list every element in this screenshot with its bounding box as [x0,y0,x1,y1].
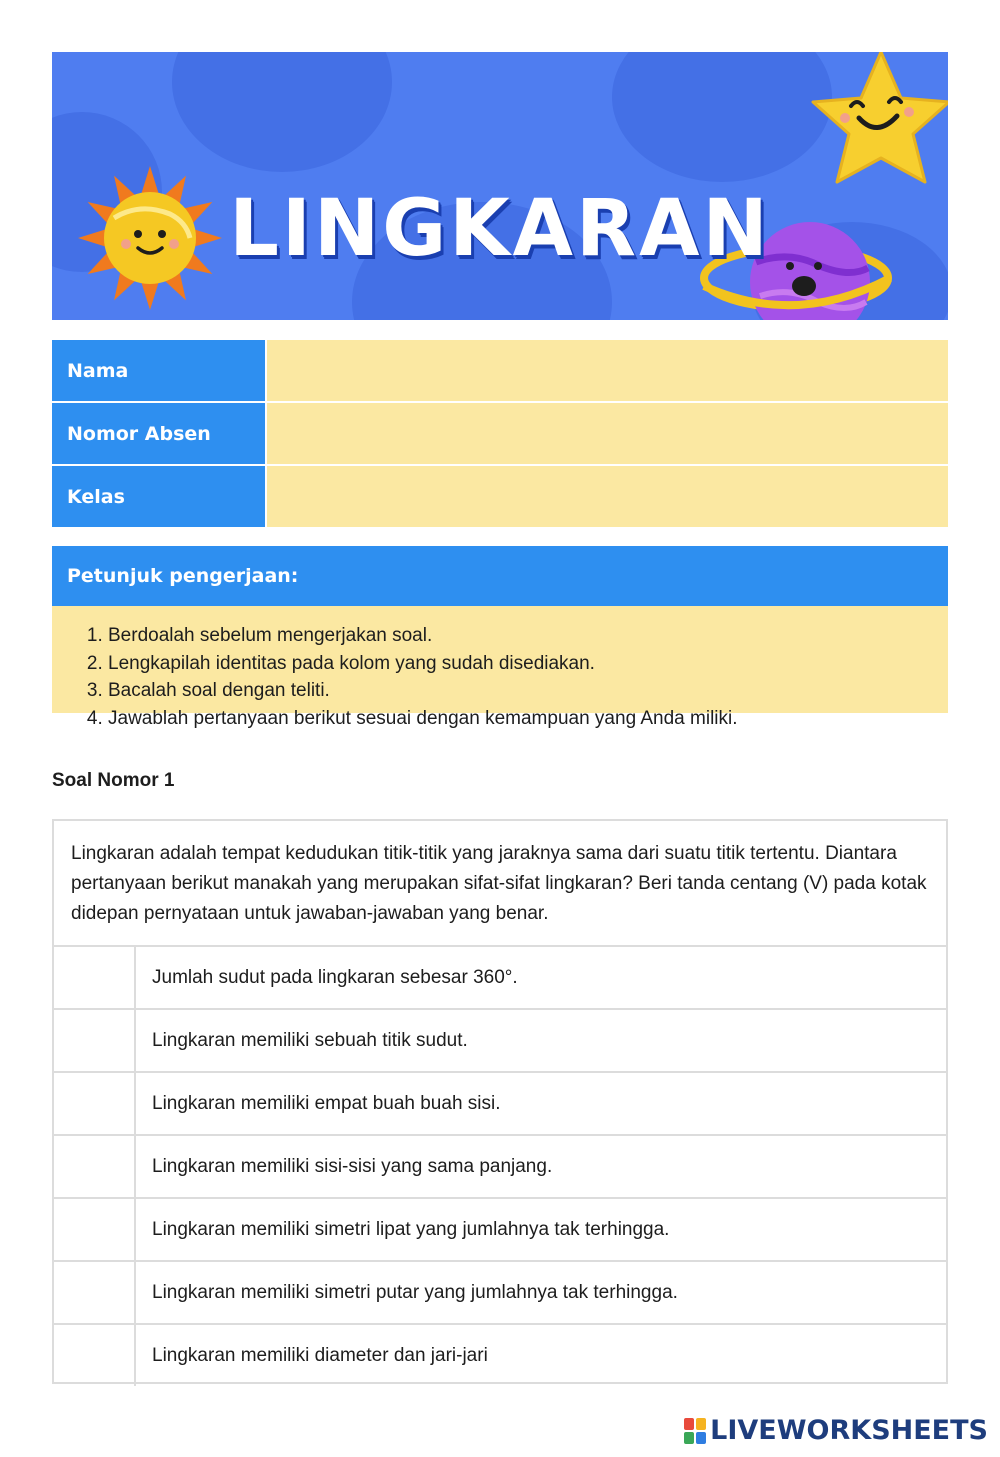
logo-text: LIVEWORKSHEETS [710,1415,988,1446]
identity-table [52,340,948,529]
option-row [54,1008,946,1071]
option-checkbox[interactable] [54,1136,136,1197]
identity-row-name [52,340,948,401]
option-checkbox[interactable] [54,1010,136,1071]
identity-row-absen [52,403,948,464]
option-checkbox[interactable] [54,1262,136,1323]
header-banner [52,52,948,320]
option-checkbox[interactable] [54,947,136,1008]
background-shape [172,52,392,172]
option-text: Jumlah sudut pada lingkaran sebesar 360°. [152,966,518,988]
name-field[interactable] [267,340,948,401]
option-checkbox[interactable] [54,1325,136,1386]
instructions-body [52,606,948,729]
liveworksheets-logo-icon [684,1418,706,1444]
absen-label: Nomor Absen [52,403,265,464]
question-text: Lingkaran adalah tempat kedudukan titik-titik yang jaraknya sama dari suatu titik tertentu. Diantara pertanyaan berikut manakah yang merupakan sifat-sifat lingkaran? Beri tanda centang (V) pada kotak didepan pernyataan untuk jawaban-jawaban yang benar. [71,843,927,924]
option-text: Lingkaran memiliki sebuah titik sudut. [152,1029,468,1051]
instruction-item: 4. Jawablah pertanyaan berikut sesuai dengan kemampuan yang Anda miliki. [108,705,928,733]
option-text: Lingkaran memiliki simetri lipat yang jumlahnya tak terhingga. [152,1218,670,1240]
instructions-heading: Petunjuk pengerjaan: [52,546,948,606]
option-text: Lingkaran memiliki diameter dan jari-jari [152,1344,488,1366]
kelas-field[interactable] [267,466,948,527]
option-row [54,1134,946,1197]
name-label: Nama [52,340,265,401]
instruction-item: 2. Lengkapilah identitas pada kolom yang sudah disediakan. [108,650,928,678]
option-checkbox[interactable] [54,1073,136,1134]
instructions-panel [52,546,948,729]
instruction-item: 1. Berdoalah sebelum mengerjakan soal. [108,622,928,650]
instruction-item: 3. Bacalah soal dengan teliti. [108,677,928,705]
option-text: Lingkaran memiliki simetri putar yang jumlahnya tak terhingga. [152,1281,678,1303]
question-box [52,819,948,1384]
page-title: LINGKARAN [229,184,771,274]
identity-row-kelas [52,466,948,527]
option-row [54,1071,946,1134]
kelas-label: Kelas [52,466,265,527]
liveworksheets-logo[interactable] [684,1415,988,1446]
question-title: Soal Nomor 1 [52,770,175,791]
option-row [54,1323,946,1386]
instructions-list [76,622,928,732]
star-icon [797,52,948,196]
option-checkbox[interactable] [54,1199,136,1260]
absen-field[interactable] [267,403,948,464]
option-text: Lingkaran memiliki empat buah buah sisi. [152,1092,501,1114]
option-row [54,945,946,1008]
option-row [54,1197,946,1260]
option-text: Lingkaran memiliki sisi-sisi yang sama panjang. [152,1155,553,1177]
option-row [54,1260,946,1323]
